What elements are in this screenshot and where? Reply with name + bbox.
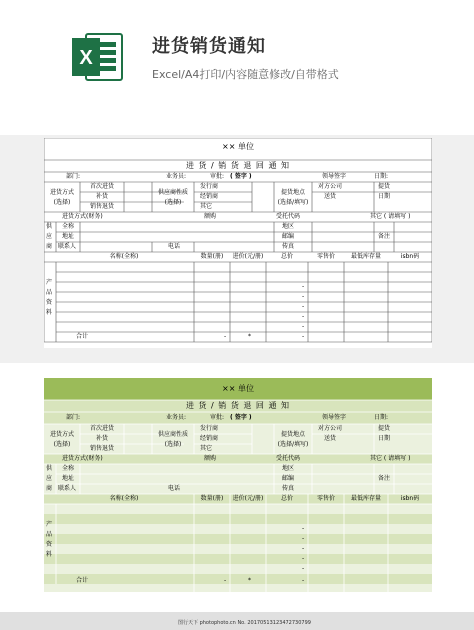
issuer-option: 发行商 <box>200 183 219 190</box>
col-isbn: isbn码 <box>400 495 420 502</box>
receiver-sign-label: 领导签字 <box>322 173 347 180</box>
dept-label: 部门: <box>66 173 81 180</box>
delivery-option: 送货 <box>324 193 337 200</box>
dash-5: - <box>302 565 305 572</box>
purchase-method-select: (选择) <box>53 199 71 206</box>
col-retail: 零售价 <box>316 253 336 260</box>
discount-label: 额购 <box>204 455 217 462</box>
purchase-method-select: (选择) <box>53 441 71 448</box>
company-to-company-option: 对方公司 <box>318 183 343 190</box>
col-name: 名称(全称) <box>109 495 139 502</box>
total-dash-sum: - <box>302 333 305 340</box>
dash-2: - <box>302 293 305 300</box>
phone-label: 电话 <box>168 485 181 492</box>
approve-label: 审批: <box>210 173 225 180</box>
distributor-option: 经销商 <box>200 193 219 200</box>
col-qty: 数量(册) <box>200 253 224 260</box>
form-grid-green <box>44 378 432 592</box>
date-label: 日期: <box>374 173 389 180</box>
purchase-method-finance-label: 进货方式(财务) <box>62 455 103 462</box>
excel-icon <box>68 28 126 86</box>
salesperson-label: 业务员: <box>166 173 187 180</box>
purchase-method-label: 进货方式 <box>49 189 75 196</box>
phone-label: 电话 <box>168 243 181 250</box>
total-dash-sum: - <box>302 577 305 584</box>
col-isbn: isbn码 <box>400 253 420 260</box>
receiver-sign-label: 领导签字 <box>322 414 347 421</box>
dash-4: - <box>302 313 305 320</box>
col-min-stock: 最低库存量 <box>350 495 382 502</box>
product-vertical-1: 产 <box>46 279 53 286</box>
pickup-option: 提货 <box>378 183 391 190</box>
total-star: * <box>248 333 251 340</box>
remark-label: 备注 <box>378 233 391 240</box>
date-short-label: 日期 <box>378 193 391 200</box>
pickup-place-select: (选择/填写) <box>277 199 309 206</box>
other-option: 其它 <box>200 445 213 452</box>
fax-label: 传真 <box>282 243 295 250</box>
col-retail: 零售价 <box>316 495 336 502</box>
page-title: 进货销货通知 <box>152 36 266 57</box>
dash-2: - <box>302 535 305 542</box>
region-label: 地区 <box>282 223 295 230</box>
col-price: 进价(元/册) <box>232 495 264 502</box>
issuer-option: 发行商 <box>200 425 219 432</box>
total-label: 合计 <box>76 577 89 584</box>
dash-3: - <box>302 303 305 310</box>
col-total: 总价 <box>280 253 294 260</box>
total-dash-qty: - <box>224 333 227 340</box>
fax-label: 传真 <box>282 485 295 492</box>
pickup-place-select: (选择/填写) <box>277 441 309 448</box>
pickup-place-label: 提货地点 <box>280 431 306 438</box>
purchase-method-finance-label: 进货方式(财务) <box>62 213 103 220</box>
product-vertical-1: 产 <box>46 521 53 528</box>
total-label: 合计 <box>76 333 89 340</box>
first-purchase-option: 首次进货 <box>89 183 115 190</box>
other-fill-label: 其它 ( 请填写 ) <box>370 455 411 462</box>
product-vertical-2: 品 <box>46 531 53 538</box>
excel-letter: X <box>79 47 93 69</box>
first-purchase-option: 首次进货 <box>89 425 115 432</box>
product-vertical-4: 料 <box>46 551 53 558</box>
discount-label: 额购 <box>204 213 217 220</box>
form-unit: ×× 单位 <box>222 384 254 393</box>
page-header <box>0 0 474 112</box>
form-unit: ×× 单位 <box>222 142 254 151</box>
supplier-type-label: 供应商性质 <box>157 189 189 196</box>
supplier-type-label: 供应商性质 <box>157 431 189 438</box>
contact-label: 联系人 <box>58 485 77 492</box>
form-title: 进 货 / 销 货 退 回 通 知 <box>185 401 291 410</box>
page-subtitle: Excel/A4打印/内容随意修改/自带格式 <box>152 68 339 81</box>
date-label: 日期: <box>374 414 389 421</box>
supplier-vertical-3: 商 <box>46 243 53 250</box>
col-total: 总价 <box>280 495 294 502</box>
supplier-vertical-2: 应 <box>46 475 53 482</box>
supplier-vertical-3: 商 <box>46 485 53 492</box>
dash-1: - <box>302 525 305 532</box>
form-sheet-green <box>44 378 432 592</box>
total-star: * <box>248 577 251 584</box>
pickup-place-label: 提货地点 <box>280 189 306 196</box>
watermark-text: 图行天下 photophoto.cn No. 20170513123472730799 <box>178 620 311 626</box>
postcode-label: 邮编 <box>282 475 295 482</box>
supplier-type-select: (选择) <box>164 199 182 206</box>
supplier-type-select: (选择) <box>164 441 182 448</box>
approve-label: 审批: <box>210 414 225 421</box>
col-price: 进价(元/册) <box>232 253 264 260</box>
supplier-vertical-1: 供 <box>46 223 53 230</box>
address-label: 地址 <box>62 475 75 482</box>
company-to-company-option: 对方公司 <box>318 425 343 432</box>
delivery-option: 送货 <box>324 435 337 442</box>
postcode-label: 邮编 <box>282 233 295 240</box>
dash-3: - <box>302 545 305 552</box>
sign-hint: ( 签字 ) <box>230 173 252 180</box>
dept-label: 部门: <box>66 414 81 421</box>
distributor-option: 经销商 <box>200 435 219 442</box>
sign-hint: ( 签字 ) <box>230 414 252 421</box>
form-title: 进 货 / 销 货 退 回 通 知 <box>185 161 291 170</box>
remark-label: 备注 <box>378 475 391 482</box>
region-label: 地区 <box>282 465 295 472</box>
col-qty: 数量(册) <box>200 495 224 502</box>
form-sheet-plain <box>44 138 432 348</box>
replenish-option: 补货 <box>95 435 109 442</box>
dash-1: - <box>302 283 305 290</box>
contact-label: 联系人 <box>58 243 77 250</box>
sales-return-option: 销售退货 <box>89 203 115 210</box>
other-option: 其它 <box>200 203 213 210</box>
product-vertical-3: 资 <box>46 299 53 306</box>
address-label: 地址 <box>62 233 75 240</box>
full-name-label: 全称 <box>62 223 75 230</box>
dash-4: - <box>302 555 305 562</box>
dash-5: - <box>302 323 305 330</box>
sales-return-option: 销售退货 <box>89 445 115 452</box>
pickup-option: 提货 <box>378 425 391 432</box>
other-fill-label: 其它 ( 请填写 ) <box>370 213 411 220</box>
total-dash-qty: - <box>224 577 227 584</box>
full-name-label: 全称 <box>62 465 75 472</box>
product-vertical-2: 品 <box>46 289 53 296</box>
date-short-label: 日期 <box>378 435 391 442</box>
col-name: 名称(全称) <box>109 253 139 260</box>
agent-code-label: 受托代码 <box>276 213 301 220</box>
replenish-option: 补货 <box>95 193 109 200</box>
supplier-vertical-1: 供 <box>46 465 53 472</box>
product-vertical-3: 资 <box>46 541 53 548</box>
col-min-stock: 最低库存量 <box>350 253 382 260</box>
product-vertical-4: 料 <box>46 309 53 316</box>
agent-code-label: 受托代码 <box>276 455 301 462</box>
purchase-method-label: 进货方式 <box>49 431 75 438</box>
salesperson-label: 业务员: <box>166 414 187 421</box>
supplier-vertical-2: 应 <box>46 233 53 240</box>
